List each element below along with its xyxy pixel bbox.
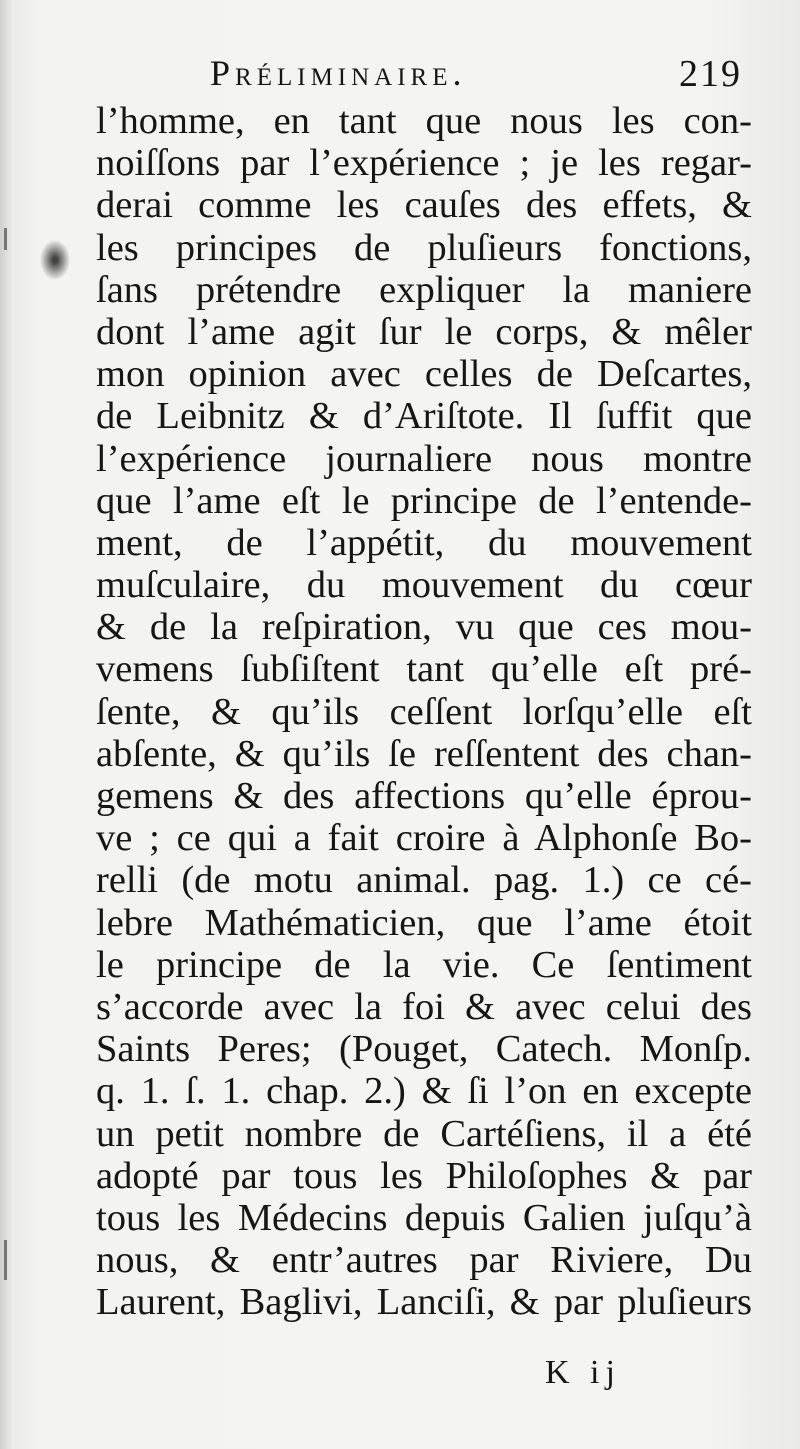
text-line: ſans prétendre expliquer la maniere — [96, 268, 752, 311]
text-line: gemens & des affections qu’elle éprou- — [96, 775, 752, 817]
running-header — [210, 46, 750, 106]
text-line: un petit nombre de Cartéſiens, il a été — [96, 1112, 752, 1155]
text-line: vemens ſubſiſtent tant qu’elle eſt pré- — [96, 648, 752, 691]
text-line: tous les Médecins depuis Galien juſqu’à — [96, 1196, 752, 1239]
text-line: & de la reſpiration, vu que ces mou- — [96, 606, 752, 649]
text-line: ſente, & qu’ils ceſſent lorſqu’elle eſt — [96, 690, 752, 733]
text-line: muſculaire, du mouvement du cœur — [96, 564, 752, 607]
page-number: 219 — [679, 53, 742, 95]
text-line: que l’ame eſt le principe de l’entende- — [96, 479, 752, 522]
margin-mark — [4, 228, 7, 250]
body-text — [96, 100, 752, 1323]
text-line: Saints Peres; (Pouget, Catech. Monſp. — [96, 1028, 752, 1071]
text-line: adopté par tous les Philoſophes & par — [96, 1154, 752, 1197]
text-line: le principe de la vie. Ce ſentiment — [96, 943, 752, 986]
text-line: les principes de pluſieurs fonctions, — [96, 226, 752, 269]
page-edge-shadow — [0, 0, 14, 1449]
text-line: lebre Mathématicien, que l’ame étoit — [96, 901, 752, 944]
margin-mark — [4, 1240, 7, 1280]
text-line: ment, de l’appétit, du mouvement — [96, 521, 752, 564]
ink-smudge — [40, 240, 70, 280]
text-line: nous, & entr’autres par Riviere, Du — [96, 1239, 752, 1282]
running-title: Préliminaire. — [210, 53, 467, 93]
text-line: l’homme, en tant que nous les con- — [96, 100, 752, 142]
text-line: q. 1. ſ. 1. chap. 2.) & ſi l’on en excepte — [96, 1070, 752, 1113]
text-line: abſente, & qu’ils ſe reſſentent des chan- — [96, 732, 752, 775]
text-line: mon opinion avec celles de Deſcartes, — [96, 353, 752, 396]
text-line: relli (de motu animal. pag. 1.) ce cé- — [96, 859, 752, 902]
text-line: dont l’ame agit ſur le corps, & mêler — [96, 310, 752, 353]
text-line: s’accorde avec la foi & avec celui des — [96, 985, 752, 1028]
text-line: derai comme les cauſes des effets, & — [96, 184, 752, 227]
text-line: Laurent, Baglivi, Lanciſi, & par pluſieurs — [96, 1281, 752, 1324]
text-line: de Leibnitz & d’Ariſtote. Il ſuffit que — [96, 395, 752, 438]
text-line: noiſſons par l’expérience ; je les regar- — [96, 142, 752, 185]
catchword: K ij — [545, 1354, 621, 1391]
text-line: l’expérience journaliere nous montre — [96, 437, 752, 480]
text-line: ve ; ce qui a fait croire à Alphonſe Bo- — [96, 817, 752, 860]
